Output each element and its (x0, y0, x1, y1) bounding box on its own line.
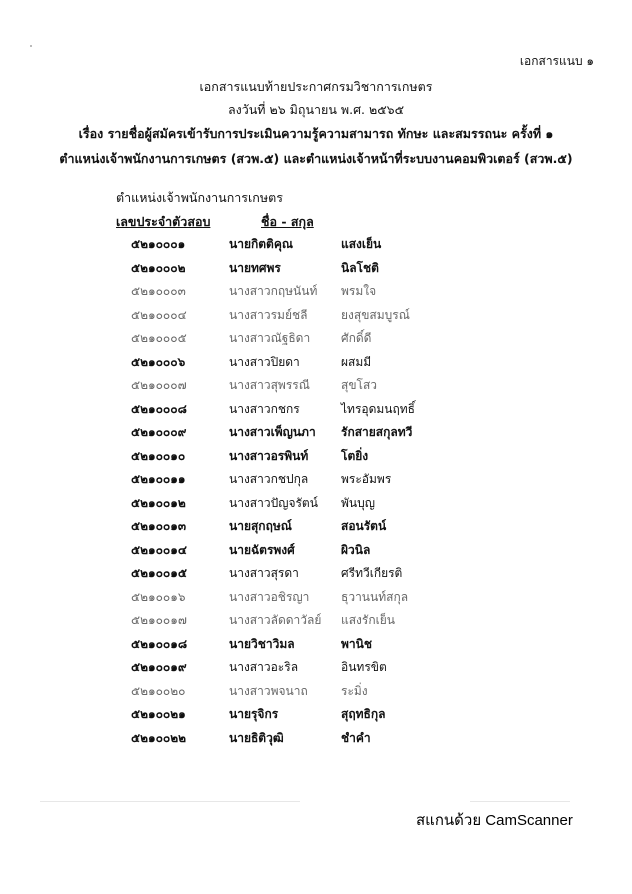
candidate-exam-id: ๕๒๑๐๐๑๖ (131, 589, 186, 604)
candidate-first-name: นางสาวอะริล (229, 660, 299, 674)
candidate-last-name: พรมใจ (341, 284, 377, 298)
candidate-exam-id: ๕๒๑๐๐๑๔ (131, 542, 187, 557)
candidate-exam-id: ๕๒๑๐๐๐๓ (131, 284, 186, 298)
scan-noise-line (470, 801, 570, 802)
candidate-row (0, 679, 632, 703)
candidate-exam-id: ๕๒๑๐๐๒๑ (131, 707, 186, 721)
candidate-row (0, 608, 632, 632)
candidate-last-name: พระอัมพร (341, 472, 392, 486)
candidate-exam-id: ๕๒๑๐๐๐๖ (131, 354, 186, 369)
candidate-row (0, 702, 632, 726)
candidate-exam-id: ๕๒๑๐๐๐๒ (131, 260, 186, 275)
column-header-name: ชื่อ - สกุล (261, 214, 314, 229)
candidate-first-name: นางสาวปัญจรัตน์ (229, 495, 318, 510)
camscanner-watermark: สแกนด้วย CamScanner (416, 812, 573, 829)
candidate-first-name: นางสาวสุพรรณี (229, 378, 310, 392)
column-header-id: เลขประจำตัวสอบ (116, 214, 211, 229)
candidate-exam-id: ๕๒๑๐๐๐๕ (131, 331, 187, 345)
header-subject-line: เรื่อง รายชื่อผู้สมัครเข้ารับการประเมินความรู้ความสามารถ ทักษะ และสมรรถนะ ครั้งที่ ๑ (78, 126, 554, 141)
header-date-line: ลงวันที่ ๒๖ มิถุนายน พ.ศ. ๒๕๖๕ (227, 102, 405, 117)
candidate-row (0, 232, 632, 256)
candidate-last-name: ชำคำ (341, 730, 371, 745)
candidate-first-name: นายสุกฤษณ์ (229, 519, 292, 533)
candidate-row (0, 491, 632, 515)
candidate-last-name: แสงเย็น (341, 237, 382, 251)
candidate-first-name: นายธิติวุฒิ (229, 730, 284, 745)
candidate-row (0, 561, 632, 585)
candidate-row (0, 303, 632, 327)
candidate-row (0, 256, 632, 280)
candidate-first-name: นายทศพร (229, 260, 281, 275)
candidate-exam-id: ๕๒๑๐๐๐๑ (131, 237, 186, 251)
candidate-row (0, 585, 632, 609)
candidate-first-name: นางสาวปิยดา (229, 354, 300, 369)
candidate-row (0, 279, 632, 303)
candidate-first-name: นางสาวกชกร (229, 401, 300, 416)
header-position-line: ตำแหน่งเจ้าพนักงานการเกษตร (สวพ.๕) และตำแหน่งเจ้าหน้าที่ระบบงานคอมพิวเตอร์ (สวพ.๕) (59, 151, 573, 166)
candidate-last-name: แสงรักเย็น (341, 613, 395, 627)
candidate-row (0, 373, 632, 397)
candidate-list (0, 232, 632, 749)
scan-noise-line (40, 801, 300, 802)
attachment-label: เอกสารแนบ ๑ (519, 54, 594, 68)
candidate-first-name: นายวิชาวิมล (229, 636, 295, 651)
candidate-row (0, 632, 632, 656)
candidate-first-name: นางสาวกชปกุล (229, 472, 309, 486)
candidate-row (0, 444, 632, 468)
candidate-first-name: นายฉัตรพงศ์ (229, 542, 295, 557)
candidate-first-name: นางสาวกฤษนันท์ (229, 284, 318, 298)
candidate-exam-id: ๕๒๑๐๐๒๐ (131, 683, 186, 698)
candidate-exam-id: ๕๒๑๐๐๐๙ (131, 425, 187, 439)
candidate-first-name: นายกิตติคุณ (229, 237, 293, 251)
candidate-row (0, 726, 632, 750)
candidate-last-name: ไทรอุดมนฤทธิ์ (341, 401, 416, 416)
candidate-exam-id: ๕๒๑๐๐๑๙ (131, 660, 187, 674)
header-line-1: เอกสารแนบท้ายประกาศกรมวิชาการเกษตร (199, 79, 433, 94)
scan-speck (30, 45, 32, 47)
candidate-row (0, 655, 632, 679)
candidate-exam-id: ๕๒๑๐๐๐๔ (131, 307, 187, 322)
candidate-exam-id: ๕๒๑๐๐๒๒ (131, 730, 187, 745)
candidate-first-name: นางสาวลัดดาวัลย์ (229, 613, 322, 627)
candidate-row (0, 467, 632, 491)
candidate-last-name: รักสายสกุลทวี (341, 425, 413, 439)
candidate-exam-id: ๕๒๑๐๐๑๑ (131, 472, 186, 486)
candidate-exam-id: ๕๒๑๐๐๐๗ (131, 378, 187, 392)
candidate-last-name: ผิวนิล (341, 542, 371, 557)
candidate-exam-id: ๕๒๑๐๐๑๓ (131, 519, 187, 533)
candidate-last-name: ศรีทวีเกียรติ (341, 566, 403, 580)
candidate-first-name: นางสาวสุรดา (229, 566, 299, 580)
candidate-exam-id: ๕๒๑๐๐๑๒ (131, 495, 186, 510)
candidate-last-name: อินทรขิต (341, 660, 387, 674)
candidate-exam-id: ๕๒๑๐๐๑๘ (131, 636, 188, 651)
candidate-last-name: นิลโชติ (341, 260, 379, 275)
candidate-row (0, 350, 632, 374)
candidate-exam-id: ๕๒๑๐๐๑๐ (131, 448, 186, 463)
candidate-first-name: นางสาวอรพินท์ (229, 448, 309, 463)
candidate-row (0, 538, 632, 562)
candidate-first-name: นายรุจิกร (229, 707, 279, 721)
candidate-last-name: ยงสุขสมบูรณ์ (341, 307, 410, 322)
candidate-first-name: นางสาวรมย์ชลี (229, 307, 308, 322)
candidate-row (0, 514, 632, 538)
candidate-last-name: ธุวานนท์สกุล (341, 589, 409, 604)
candidate-last-name: ศักดิ์ดี (341, 331, 372, 345)
candidate-row (0, 420, 632, 444)
candidate-first-name: นางสาวณัฐธิดา (229, 331, 311, 345)
candidate-last-name: โตยิ่ง (341, 448, 369, 463)
candidate-first-name: นางสาวพจนาถ (229, 683, 308, 698)
candidate-last-name: สุฤทธิกุล (341, 707, 386, 721)
candidate-first-name: นางสาวอชิรญา (229, 589, 310, 604)
candidate-last-name: ผสมมี (341, 354, 372, 369)
candidate-last-name: สุขโสว (341, 378, 378, 392)
candidate-exam-id: ๕๒๑๐๐๑๗ (131, 613, 187, 627)
candidate-exam-id: ๕๒๑๐๐๑๕ (131, 566, 187, 580)
candidate-exam-id: ๕๒๑๐๐๐๘ (131, 401, 187, 416)
candidate-row (0, 326, 632, 350)
position-title: ตำแหน่งเจ้าพนักงานการเกษตร (116, 190, 283, 205)
candidate-last-name: ระมิ่ง (341, 683, 368, 698)
candidate-last-name: สอนรัตน์ (341, 519, 387, 533)
candidate-first-name: นางสาวเพ็ญนภา (229, 425, 316, 439)
candidate-row (0, 397, 632, 421)
candidate-last-name: พันบุญ (341, 495, 375, 510)
candidate-last-name: พานิช (341, 636, 372, 651)
